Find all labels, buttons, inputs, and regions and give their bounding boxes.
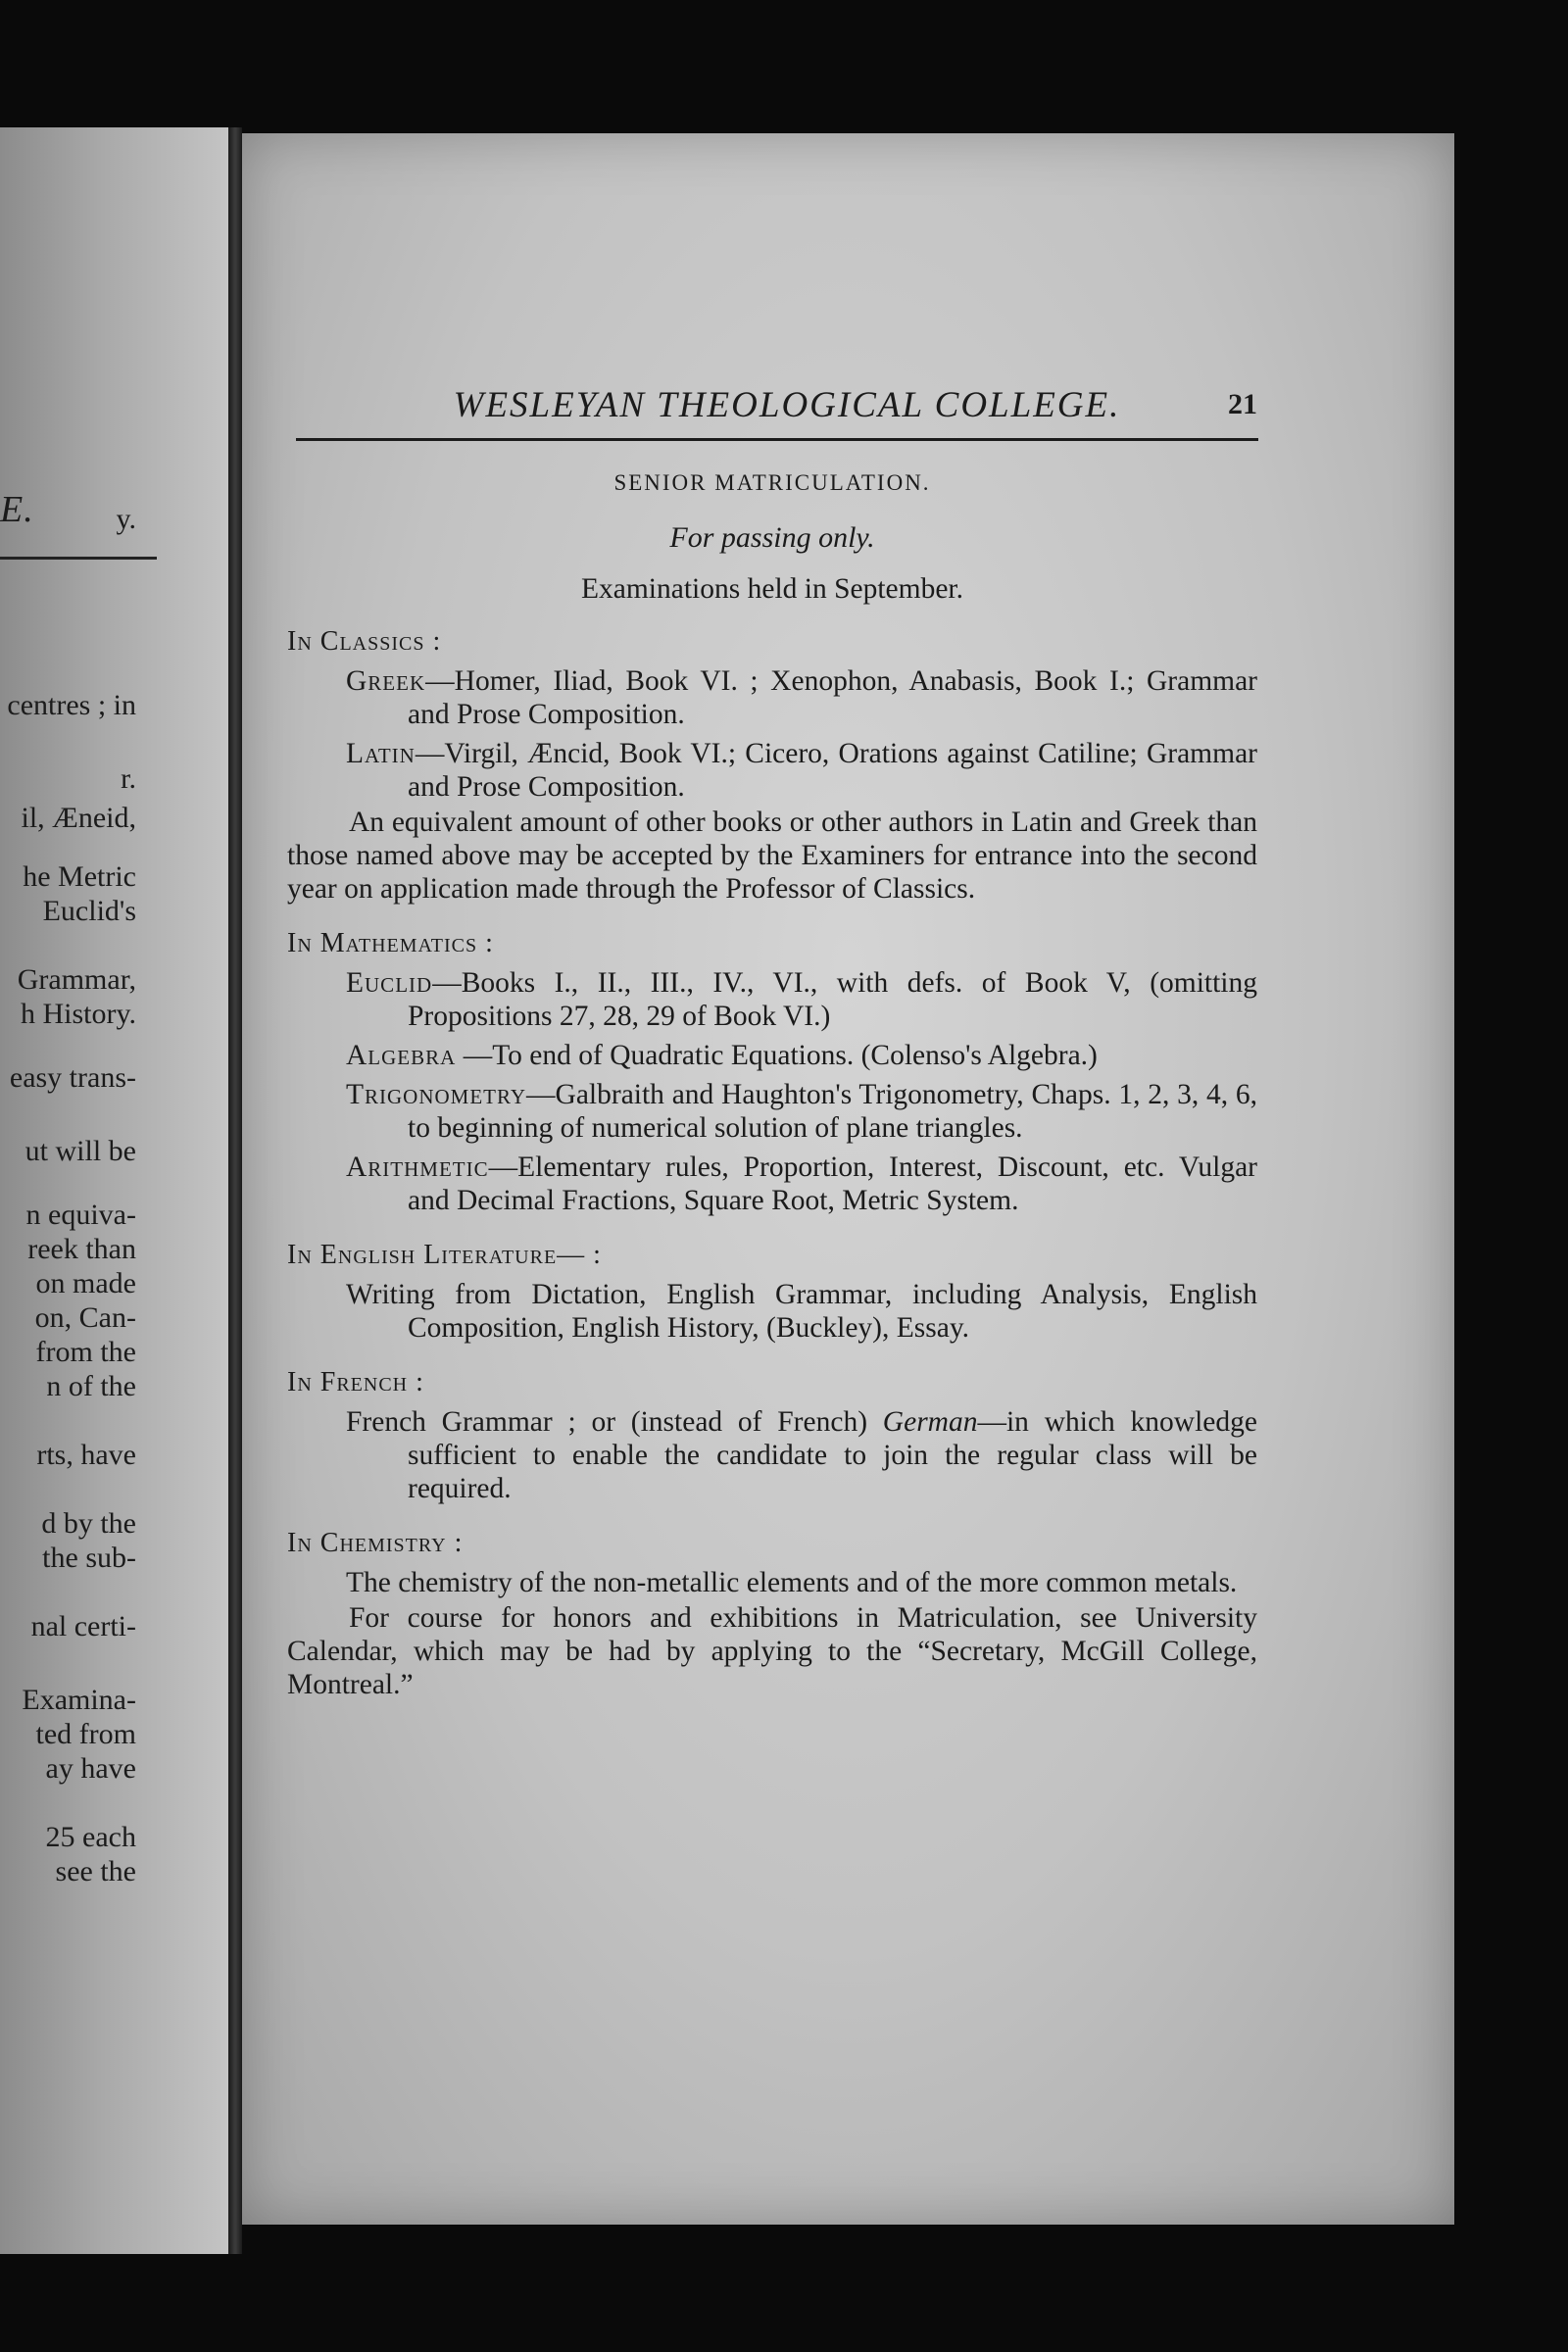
previous-page-fragment: ted from [35, 1718, 136, 1750]
arithmetic-label: Arithmetic [346, 1152, 489, 1183]
previous-page-fragment: n equiva- [25, 1199, 136, 1231]
greek-label: Greek [346, 665, 426, 697]
euclid-label: Euclid [346, 967, 433, 999]
previous-page-fragment: from the [35, 1336, 136, 1368]
arithmetic-entry [287, 1151, 1257, 1217]
chemistry-entry: The chemistry of the non-metallic elements and of the more common metals. [346, 1567, 1238, 1598]
previous-page-rule [0, 557, 157, 560]
page-number: 21 [1228, 388, 1257, 420]
previous-page-fragment: il, Æneid, [21, 802, 136, 834]
algebra-label: Algebra [346, 1040, 457, 1071]
french-text-end: —in which knowledge sufficient to enable the candidate to join the regular class will be required. [408, 1406, 1257, 1504]
previous-page-fragment: see the [55, 1855, 136, 1887]
algebra-entry [287, 1039, 1257, 1072]
french-entry [287, 1405, 1257, 1505]
previous-page-fragment: on, Can- [34, 1301, 136, 1334]
page-gutter [228, 127, 242, 2254]
trigonometry-label: Trigonometry [346, 1079, 527, 1110]
algebra-text: —To end of Quadratic Equations. (Colenso's Algebra.) [456, 1040, 1098, 1071]
latin-text: —Virgil, Æncid, Book VI.; Cicero, Orations against Catiline; Grammar and Prose Composition. [408, 738, 1257, 803]
exam-note: Examinations held in September. [581, 573, 963, 605]
previous-page-fragment: Examina- [22, 1684, 136, 1716]
french-heading: In French : [287, 1367, 424, 1397]
previous-page-fragment: centres ; in [7, 689, 136, 721]
previous-page-fragment: Grammar, [17, 963, 136, 996]
chemistry-heading: In Chemistry : [287, 1528, 464, 1558]
previous-page-fragment: easy trans- [9, 1061, 136, 1094]
section-title: SENIOR MATRICULATION. [613, 470, 931, 495]
honors-paragraph: For course for honors and exhibitions in Matriculation, see University Calendar, which may be had by applying to the “Secretary, McGill College, Montreal.” [287, 1602, 1257, 1700]
previous-page-fragment: Euclid's [42, 895, 136, 927]
page-body [287, 461, 1257, 1701]
running-head-rule [296, 438, 1258, 441]
previous-page-fragment: 25 each [45, 1821, 136, 1853]
french-text-start: French Grammar ; or (instead of French) [346, 1406, 883, 1438]
previous-page-edge [0, 127, 228, 2254]
previous-page-fragment: h History. [20, 998, 136, 1030]
arithmetic-text: —Elementary rules, Proportion, Interest, Discount, etc. Vulgar and Decimal Fractions, Square Root, Metric System. [408, 1152, 1257, 1216]
previous-page-fragment: he Metric [23, 860, 136, 893]
greek-entry [287, 664, 1257, 731]
running-title: WESLEYAN THEOLOGICAL COLLEGE. [453, 385, 1121, 425]
latin-entry [287, 737, 1257, 804]
greek-text: —Homer, Iliad, Book VI. ; Xenophon, Anabasis, Book I.; Grammar and Prose Composition. [408, 665, 1257, 730]
previous-page-fragment: d by the [41, 1507, 136, 1540]
english-heading: In English Literature— : [287, 1240, 602, 1270]
euclid-text: —Books I., II., III., IV., VI., with defs. of Book V, (omitting Propositions 27, 28, 29 of Book VI.) [408, 967, 1257, 1032]
previous-page-fragment: ay have [45, 1752, 136, 1785]
running-head [434, 384, 1257, 443]
classics-heading: In Classics : [287, 626, 442, 657]
previous-page-fragment: reek than [27, 1233, 136, 1265]
english-entry: Writing from Dictation, English Grammar, including Analysis, English Composition, English History, (Buckley), Essay. [346, 1279, 1257, 1344]
previous-page-fragment: the sub- [42, 1542, 136, 1574]
latin-label: Latin [346, 738, 416, 769]
trigonometry-text: —Galbraith and Haughton's Trigonometry, Chaps. 1, 2, 3, 4, 6, to beginning of numerical solution of plane triangles. [408, 1079, 1257, 1144]
previous-page-fragment: rts, have [36, 1439, 136, 1471]
equivalent-paragraph: An equivalent amount of other books or other authors in Latin and Greek than those named above may be accepted by the Examiners for entrance into the second year on application made through the Professor of Classics. [287, 807, 1257, 905]
previous-page-fragment: ut will be [24, 1135, 136, 1167]
previous-page-fragment: y. [116, 503, 136, 535]
previous-page-fragment: n of the [46, 1370, 136, 1402]
previous-page-running-head: E. [0, 489, 34, 530]
subtitle: For passing only. [669, 521, 875, 554]
previous-page-fragment: r. [121, 762, 136, 795]
trigonometry-entry [287, 1078, 1257, 1145]
previous-page-fragment: on made [35, 1267, 136, 1299]
german-term: German [882, 1406, 978, 1438]
mathematics-heading: In Mathematics : [287, 928, 494, 958]
euclid-entry [287, 966, 1257, 1033]
previous-page-fragment: nal certi- [30, 1610, 136, 1642]
